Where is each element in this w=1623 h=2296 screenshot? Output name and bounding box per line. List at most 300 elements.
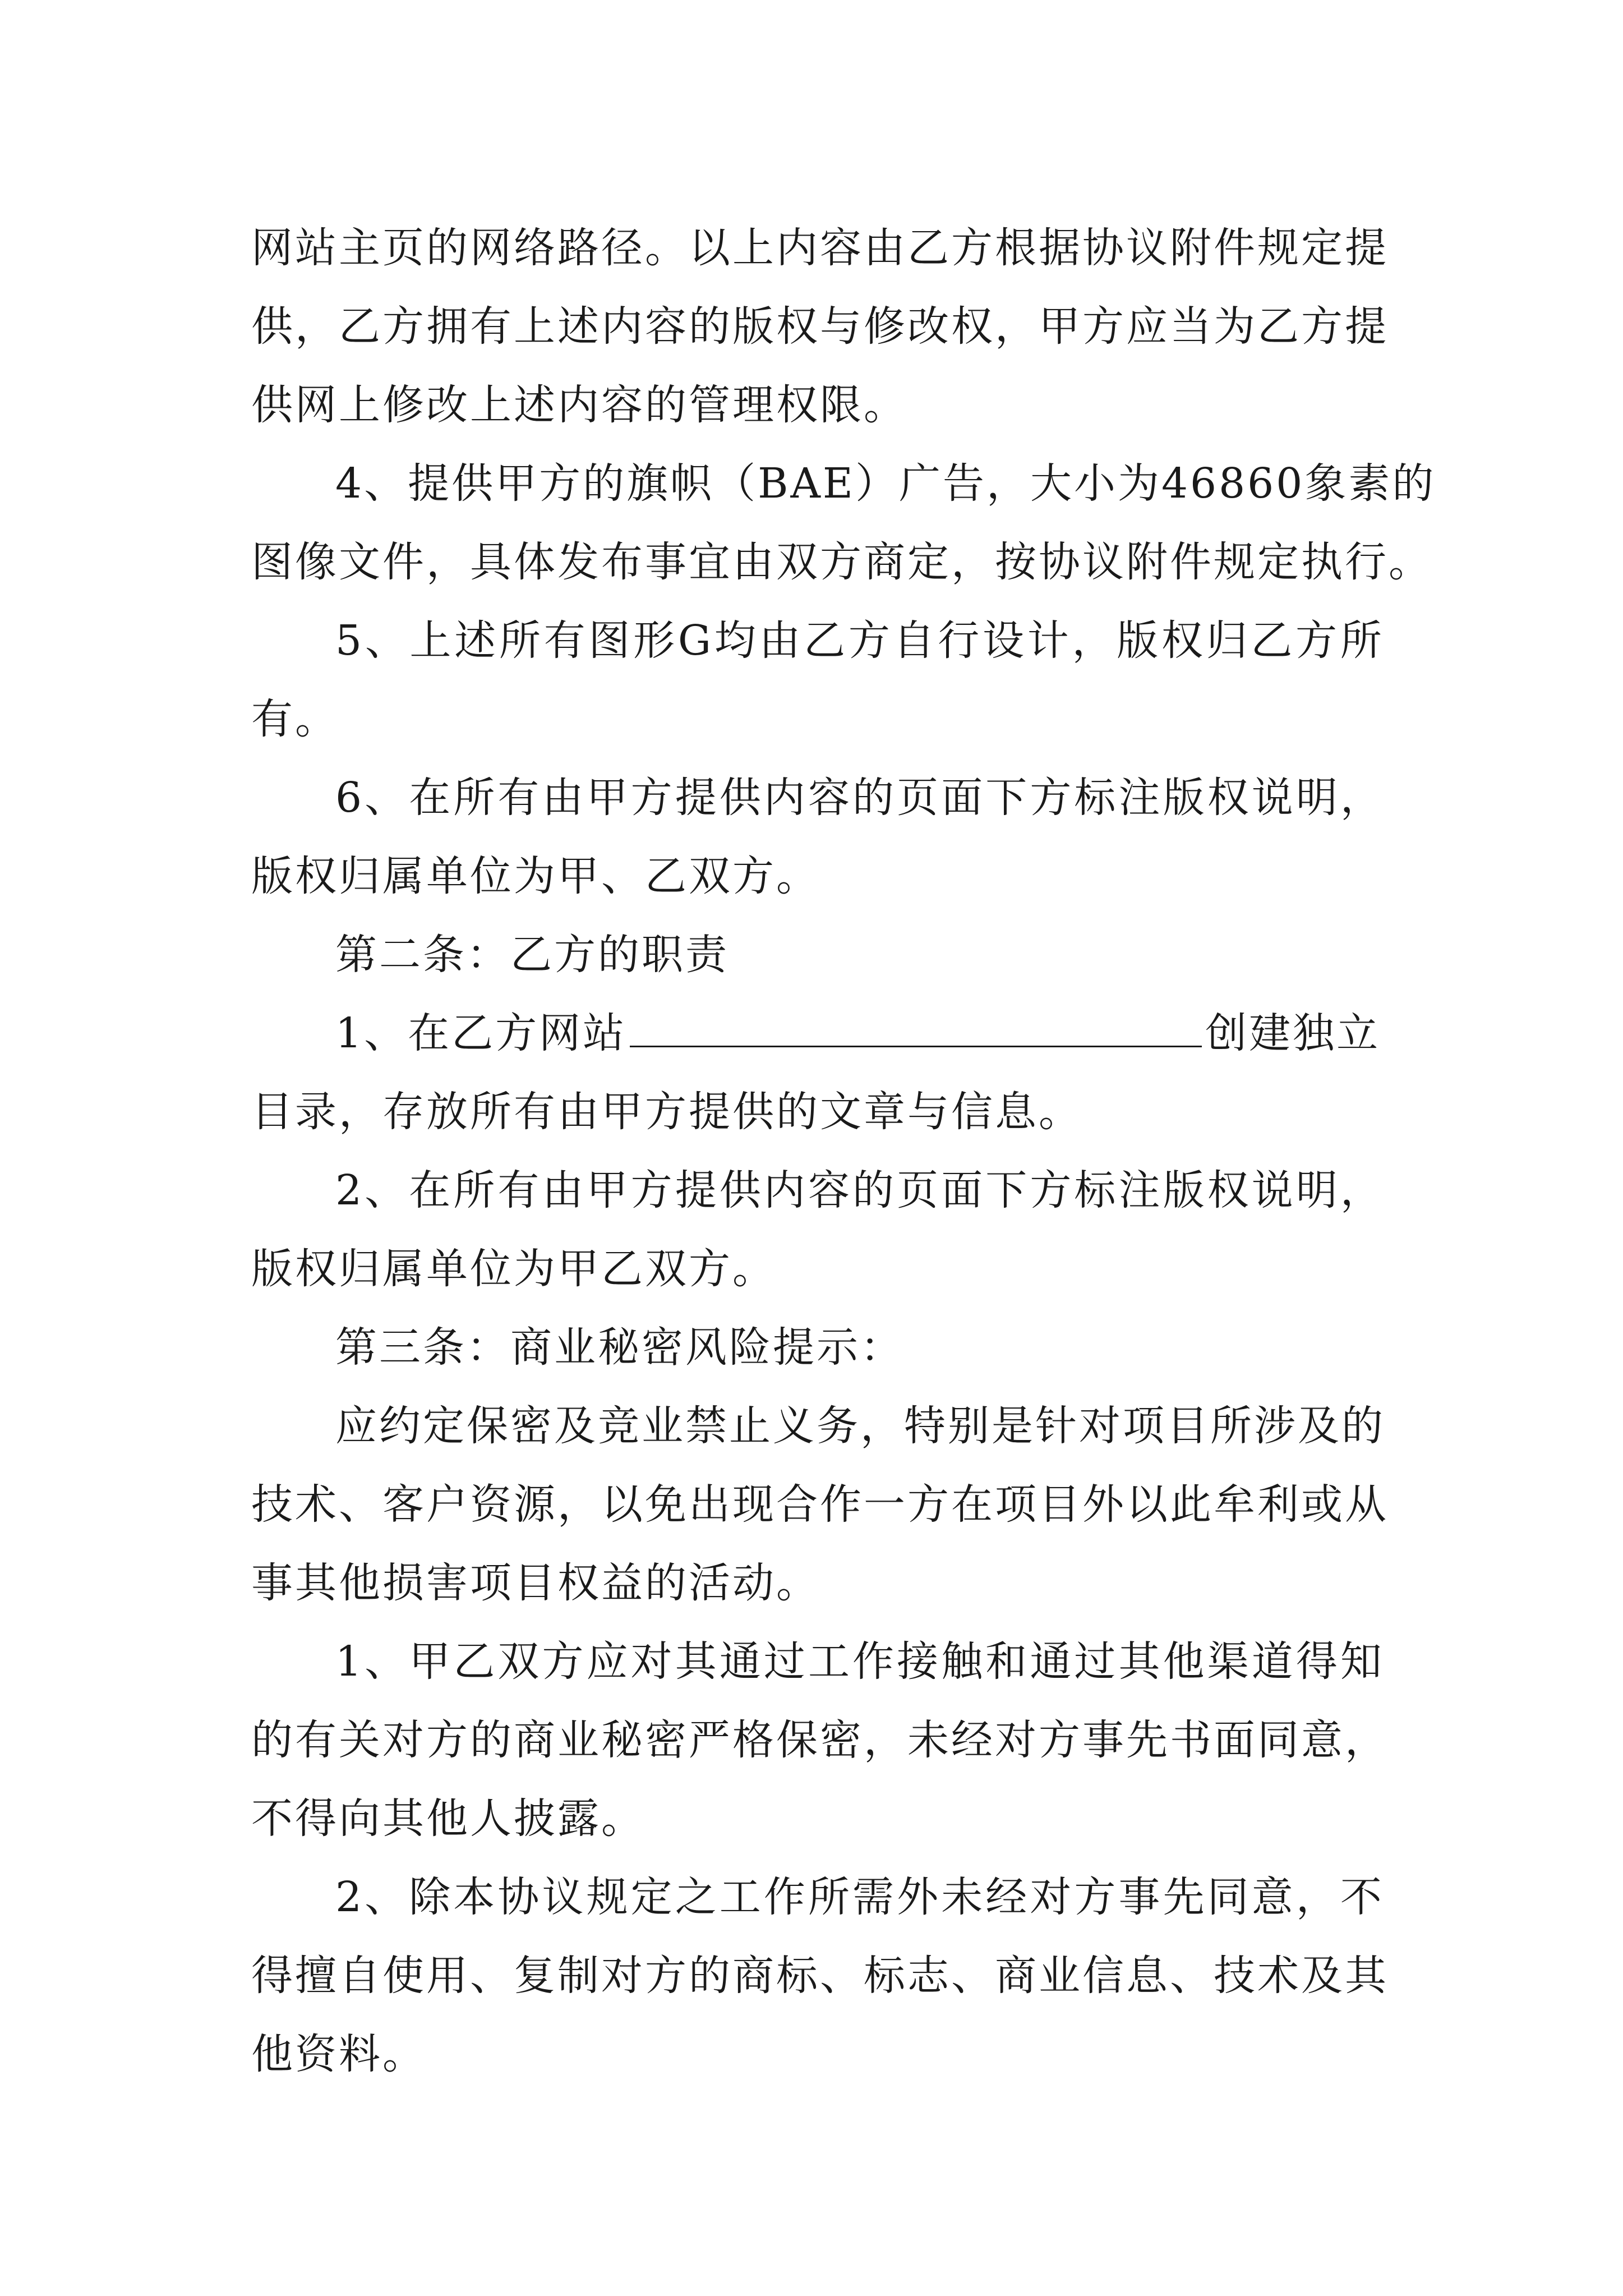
text-glyph: 、 [364, 459, 408, 508]
text-glyph: 商 [514, 1716, 557, 1764]
text-glyph: 、 [365, 1166, 409, 1214]
text-glyph: ， [1345, 1716, 1389, 1764]
text-glyph: 议 [1126, 224, 1170, 272]
text-glyph: 规 [586, 1873, 630, 1921]
text-glyph: ， [864, 1716, 907, 1764]
text-glyph: 的 [1392, 459, 1436, 508]
text-glyph: 根 [995, 224, 1039, 272]
text-glyph: 乙 [907, 224, 951, 272]
text-glyph: 定 [907, 538, 951, 586]
text-glyph: 5 [335, 616, 365, 665]
text-glyph: ， [1340, 1166, 1384, 1214]
text-glyph: 通 [719, 1637, 763, 1686]
text-glyph: 版 [1117, 616, 1161, 665]
text-glyph: 先 [1126, 1716, 1170, 1764]
text-glyph: 他 [1163, 1637, 1207, 1686]
fill-in-blank [630, 995, 1202, 1047]
text-glyph: 由 [542, 774, 586, 822]
text-glyph: 其 [675, 1637, 719, 1686]
text-glyph: 页 [897, 1166, 941, 1214]
text-glyph: 供 [251, 302, 295, 351]
text-glyph: 方 [1082, 302, 1126, 351]
text-glyph: 旗 [626, 459, 671, 508]
text-glyph: 术 [295, 1480, 339, 1529]
text-glyph: 过 [763, 1637, 808, 1686]
text-glyph: 行 [938, 616, 982, 665]
text-glyph: 方 [542, 1637, 586, 1686]
text-glyph: 主 [339, 224, 382, 272]
text-glyph: 网 [470, 224, 514, 272]
text-glyph: 以 [689, 224, 732, 272]
text-glyph: 像 [295, 538, 339, 586]
text-line [251, 601, 1384, 680]
text-glyph: 目 [1039, 1480, 1082, 1529]
text-glyph: 素 [1348, 459, 1393, 508]
text-glyph: 禁 [685, 1402, 729, 1450]
text-glyph: 4 [335, 459, 365, 508]
text-glyph: 方 [426, 1716, 470, 1764]
text-glyph: 议 [542, 1873, 586, 1921]
text-glyph: 的 [689, 1952, 732, 2000]
text-glyph: 容 [808, 774, 852, 822]
text-glyph: 面 [941, 774, 985, 822]
text-glyph: 竞 [598, 1402, 642, 1450]
text-glyph: 免 [645, 1480, 689, 1529]
text-glyph: 标 [776, 1952, 820, 2000]
text-glyph: 定 [423, 1402, 467, 1450]
text-glyph: 发 [557, 538, 601, 586]
text-glyph: 义 [773, 1402, 817, 1450]
text-glyph: 甲 [586, 774, 630, 822]
text-glyph: 方 [382, 302, 426, 351]
text-glyph: 应 [335, 1402, 379, 1450]
text-glyph: 设 [983, 616, 1026, 665]
text-glyph: 与 [820, 302, 864, 351]
text-glyph: 内 [601, 302, 645, 351]
text-glyph: ， [1340, 774, 1384, 822]
text-glyph: 应 [1126, 302, 1170, 351]
text-glyph: 上 [409, 616, 454, 665]
text-glyph: 46860 [1161, 459, 1305, 508]
text-glyph: 2 [335, 1873, 365, 1921]
text-glyph: 说 [1251, 1166, 1295, 1214]
text-glyph: 甲 [409, 1637, 453, 1686]
text-glyph: 径 [601, 224, 645, 272]
text-glyph: 方 [1030, 774, 1074, 822]
text-glyph: 作 [852, 1637, 897, 1686]
text-glyph: 、 [951, 1952, 995, 2000]
text-glyph: 协 [1082, 224, 1126, 272]
text-glyph: 从 [1345, 1480, 1389, 1529]
text-glyph: 制 [557, 1952, 601, 2000]
text-glyph: ， [557, 1480, 601, 1529]
text-glyph: 图 [588, 616, 633, 665]
text-glyph: 客 [382, 1480, 426, 1529]
text-glyph: BAE [758, 459, 855, 508]
text-glyph: 提 [675, 1166, 719, 1214]
text-glyph: 具 [470, 538, 514, 586]
text-line: 供网上修改上述内容的管理权限。 [251, 381, 907, 429]
text-glyph: 商 [732, 1952, 776, 2000]
text-glyph: 下 [985, 1166, 1030, 1214]
text-glyph: 资 [470, 1480, 514, 1529]
section-heading: 第二条：乙方的职责 [335, 931, 729, 979]
text-glyph: 、 [365, 774, 409, 822]
text-glyph: 乙 [1251, 616, 1295, 665]
text-glyph: 项 [995, 1480, 1039, 1529]
text-glyph: 的 [583, 459, 627, 508]
text-glyph: 商 [864, 538, 907, 586]
text-glyph: 方 [1295, 616, 1340, 665]
text-glyph: 方 [820, 538, 864, 586]
text-glyph: 广 [898, 459, 943, 508]
text-glyph: 其 [1345, 1952, 1389, 2000]
text-glyph: 知 [1340, 1637, 1384, 1686]
text-line [251, 1465, 1389, 1544]
text-glyph: 提 [408, 459, 452, 508]
text-glyph: 事 [645, 538, 689, 586]
text-glyph: 提 [1345, 302, 1389, 351]
text-glyph: 、 [365, 616, 409, 665]
text-glyph: 密 [645, 1716, 689, 1764]
text-glyph: 方 [951, 224, 995, 272]
text-glyph: 方 [539, 459, 583, 508]
text-glyph: 修 [864, 302, 907, 351]
text-glyph: 、 [470, 1952, 514, 2000]
text-glyph: ， [1072, 616, 1116, 665]
text-glyph: 提 [675, 774, 719, 822]
text-glyph: 作 [763, 1873, 808, 1921]
text-glyph: 对 [1079, 1402, 1123, 1450]
text-glyph: 方 [907, 1480, 951, 1529]
text-glyph: 由 [732, 538, 776, 586]
text-glyph: 页 [382, 224, 426, 272]
text-glyph: 之 [675, 1873, 719, 1921]
text-glyph: 方 [1039, 1716, 1082, 1764]
text-glyph: 的 [251, 1716, 295, 1764]
text-glyph: 归 [1206, 616, 1250, 665]
text-glyph: 得 [251, 1952, 295, 2000]
text-glyph: 志 [907, 1952, 951, 2000]
text-glyph: 工 [719, 1873, 763, 1921]
text-glyph: 述 [454, 616, 499, 665]
text-glyph: 未 [907, 1716, 951, 1764]
text-glyph: 作 [820, 1480, 864, 1529]
text-glyph: 针 [1035, 1402, 1079, 1450]
text-glyph: 网 [251, 224, 295, 272]
text-glyph: 此 [1170, 1480, 1214, 1529]
text-glyph: 上 [732, 224, 776, 272]
text-glyph: 版 [1163, 1166, 1207, 1214]
text-glyph: ， [951, 538, 995, 586]
text-glyph: 拥 [426, 302, 470, 351]
text-glyph: 经 [951, 1716, 995, 1764]
text-glyph: 版 [732, 302, 776, 351]
text-glyph: 、 [1170, 1952, 1214, 2000]
text-glyph: 对 [995, 1716, 1039, 1764]
text-glyph: 由 [864, 224, 907, 272]
text-glyph: 其 [1118, 1637, 1163, 1686]
text-glyph: 件 [382, 538, 426, 586]
text-glyph: 站 [295, 224, 339, 272]
text-line: 有。 [251, 695, 339, 743]
text-glyph: 。 [645, 224, 689, 272]
text-glyph: ， [986, 459, 1030, 508]
text-glyph: 事 [1082, 1716, 1126, 1764]
text-glyph: 或 [1301, 1480, 1345, 1529]
text-glyph: 为 [1117, 459, 1161, 508]
text-glyph: 是 [992, 1402, 1035, 1450]
text-glyph: 定 [1257, 538, 1301, 586]
text-glyph: 意 [1301, 1716, 1345, 1764]
text-line: 版权归属单位为甲乙双方。 [251, 1245, 776, 1293]
text-glyph: 甲 [1039, 302, 1082, 351]
text-glyph: 秘 [601, 1716, 645, 1764]
text-glyph: 甲 [495, 459, 540, 508]
text-segment: 创建独立 [1205, 1009, 1381, 1057]
text-glyph: 由 [759, 616, 803, 665]
text-line [251, 523, 1432, 601]
text-line-with-blank [251, 994, 1384, 1073]
text-glyph: ， [295, 302, 339, 351]
text-glyph: 有 [470, 302, 514, 351]
text-glyph: 自 [893, 616, 937, 665]
text-glyph: 关 [339, 1716, 382, 1764]
text-glyph: ） [855, 459, 899, 508]
text-glyph: 当 [1170, 302, 1214, 351]
text-glyph: 意 [1251, 1873, 1295, 1921]
text-glyph: 内 [763, 1166, 808, 1214]
text-glyph: 容 [645, 302, 689, 351]
text-glyph: 权 [1161, 616, 1205, 665]
text-glyph: 利 [1257, 1480, 1301, 1529]
text-glyph: 接 [897, 1637, 941, 1686]
text-glyph: 格 [732, 1716, 776, 1764]
text-glyph: 图 [251, 538, 295, 586]
text-glyph: 过 [1074, 1637, 1118, 1686]
text-glyph: 书 [1170, 1716, 1214, 1764]
text-glyph: 工 [808, 1637, 852, 1686]
text-glyph: 方 [1030, 1166, 1074, 1214]
text-glyph: 乙 [453, 1637, 497, 1686]
text-line: 版权归属单位为甲、乙双方。 [251, 852, 820, 900]
text-line [251, 209, 1389, 287]
text-glyph: 及 [554, 1402, 598, 1450]
text-glyph: 象 [1304, 459, 1349, 508]
text-glyph: 2 [335, 1166, 365, 1214]
text-glyph: 业 [557, 1716, 601, 1764]
text-glyph: 权 [1207, 1166, 1251, 1214]
text-glyph: ， [1295, 1873, 1340, 1921]
text-glyph: 术 [1257, 1952, 1301, 2000]
text-glyph: 1 [335, 1637, 365, 1686]
text-glyph: 合 [776, 1480, 820, 1529]
text-glyph: ， [860, 1402, 904, 1450]
text-glyph: 说 [1251, 774, 1295, 822]
text-glyph: 权 [951, 302, 995, 351]
text-glyph: 及 [1298, 1402, 1341, 1450]
text-glyph: 有 [295, 1716, 339, 1764]
text-glyph: 乙 [1257, 302, 1301, 351]
text-glyph: 项 [1123, 1402, 1166, 1450]
text-glyph: 注 [1118, 1166, 1163, 1214]
text-glyph: 小 [1073, 459, 1118, 508]
text-glyph: 在 [409, 774, 453, 822]
text-glyph: 出 [689, 1480, 732, 1529]
text-glyph: 注 [1118, 774, 1163, 822]
text-glyph: 触 [941, 1637, 985, 1686]
text-glyph: 宜 [689, 538, 732, 586]
text-glyph: 上 [514, 302, 557, 351]
text-glyph: 对 [382, 1716, 426, 1764]
text-glyph: 所 [453, 1166, 497, 1214]
text-glyph: 密 [820, 1716, 864, 1764]
text-glyph: 目 [1166, 1402, 1210, 1450]
text-glyph: 外 [1082, 1480, 1126, 1529]
text-glyph: 大 [1030, 459, 1074, 508]
text-glyph: 不 [1340, 1873, 1384, 1921]
text-glyph: 的 [1341, 1402, 1385, 1450]
text-glyph: 双 [776, 538, 820, 586]
text-glyph: 复 [514, 1952, 557, 2000]
text-glyph: 件 [1214, 224, 1257, 272]
text-glyph: 擅 [295, 1952, 339, 2000]
text-glyph: 需 [852, 1873, 897, 1921]
text-glyph: 保 [467, 1402, 510, 1450]
text-line: 不得向其他人披露。 [251, 1795, 645, 1843]
text-glyph: 信 [1082, 1952, 1126, 2000]
text-glyph: 络 [514, 224, 557, 272]
text-glyph: （ [714, 459, 758, 508]
text-glyph: 的 [470, 1716, 514, 1764]
text-glyph: 规 [1257, 224, 1301, 272]
text-glyph: 业 [1039, 1952, 1082, 2000]
text-glyph: 密 [510, 1402, 554, 1450]
text-glyph: 方 [630, 1166, 675, 1214]
text-glyph: 由 [542, 1166, 586, 1214]
text-glyph: 未 [941, 1873, 985, 1921]
text-glyph: 版 [1163, 774, 1207, 822]
text-glyph: 明 [1295, 1166, 1340, 1214]
text-glyph: 据 [1039, 224, 1082, 272]
text-glyph: 定 [630, 1873, 675, 1921]
text-glyph: 涉 [1254, 1402, 1298, 1450]
text-glyph: 体 [514, 538, 557, 586]
text-glyph: 协 [497, 1873, 542, 1921]
text-glyph: 文 [339, 538, 382, 586]
text-glyph: 方 [630, 774, 675, 822]
text-glyph: 均 [714, 616, 758, 665]
text-glyph: 以 [1126, 1480, 1170, 1529]
text-glyph: 方 [1301, 302, 1345, 351]
text-glyph: 布 [601, 538, 645, 586]
text-glyph: 乙 [339, 302, 382, 351]
text-glyph: 议 [1082, 538, 1126, 586]
text-glyph: 商 [995, 1952, 1039, 2000]
text-glyph: 技 [1214, 1952, 1257, 2000]
text-glyph: ， [426, 538, 470, 586]
text-glyph: 对 [601, 1952, 645, 2000]
text-glyph: 附 [1170, 224, 1214, 272]
text-glyph: 双 [497, 1637, 542, 1686]
text-glyph: ， [995, 302, 1039, 351]
text-glyph: 在 [951, 1480, 995, 1529]
text-glyph: 所 [499, 616, 543, 665]
text-glyph: 标 [864, 1952, 907, 2000]
text-glyph: 面 [941, 1166, 985, 1214]
text-glyph: 帜 [670, 459, 714, 508]
text-glyph: 应 [586, 1637, 630, 1686]
text-glyph: 使 [382, 1952, 426, 2000]
text-glyph: 止 [729, 1402, 773, 1450]
text-glyph: 的 [852, 1166, 897, 1214]
text-glyph: 标 [1074, 1166, 1118, 1214]
text-glyph: 技 [251, 1480, 295, 1529]
text-glyph: 本 [453, 1873, 497, 1921]
text-line [251, 1387, 1384, 1465]
text-glyph: 页 [897, 774, 941, 822]
text-glyph: 的 [426, 224, 470, 272]
text-glyph: 改 [907, 302, 951, 351]
text-glyph: 计 [1027, 616, 1071, 665]
text-line [251, 758, 1384, 837]
text-glyph: 、 [365, 1873, 409, 1921]
text-glyph: 6 [335, 774, 365, 822]
text-glyph: 户 [426, 1480, 470, 1529]
text-glyph: 道 [1251, 1637, 1295, 1686]
text-glyph: 自 [339, 1952, 382, 2000]
text-glyph: 有 [497, 774, 542, 822]
text-glyph: 所 [1340, 616, 1384, 665]
text-glyph: 供 [451, 459, 496, 508]
text-line [251, 444, 1436, 523]
text-glyph: 方 [645, 1952, 689, 2000]
text-glyph: 源 [514, 1480, 557, 1529]
text-glyph: 形 [633, 616, 677, 665]
text-glyph: 先 [1163, 1873, 1207, 1921]
text-glyph: 方 [1074, 1873, 1118, 1921]
section-heading: 第三条：商业秘密风险提示： [335, 1323, 904, 1372]
text-glyph: 务 [817, 1402, 860, 1450]
text-glyph: 用 [426, 1952, 470, 2000]
text-glyph: 协 [1039, 538, 1082, 586]
text-glyph: 权 [1207, 774, 1251, 822]
text-line [251, 287, 1389, 366]
text-glyph: 和 [985, 1637, 1030, 1686]
text-line [251, 1151, 1384, 1230]
text-glyph: 在 [409, 1166, 453, 1214]
text-glyph: 内 [763, 774, 808, 822]
text-glyph: 有 [543, 616, 588, 665]
text-glyph: 告 [942, 459, 986, 508]
text-glyph: 规 [1214, 538, 1257, 586]
text-glyph: 有 [497, 1166, 542, 1214]
text-glyph: 及 [1301, 1952, 1345, 2000]
document-body [251, 209, 1436, 2093]
text-glyph: 所 [1210, 1402, 1254, 1450]
text-glyph: 路 [557, 224, 601, 272]
text-glyph: 供 [719, 1166, 763, 1214]
text-glyph: 业 [642, 1402, 685, 1450]
text-glyph: 面 [1214, 1716, 1257, 1764]
text-glyph: 、 [339, 1480, 382, 1529]
text-glyph: 所 [808, 1873, 852, 1921]
text-glyph: 除 [409, 1873, 453, 1921]
text-glyph: 一 [864, 1480, 907, 1529]
text-glyph: 权 [776, 302, 820, 351]
text-glyph: 标 [1074, 774, 1118, 822]
text-glyph: 。 [1389, 538, 1432, 586]
